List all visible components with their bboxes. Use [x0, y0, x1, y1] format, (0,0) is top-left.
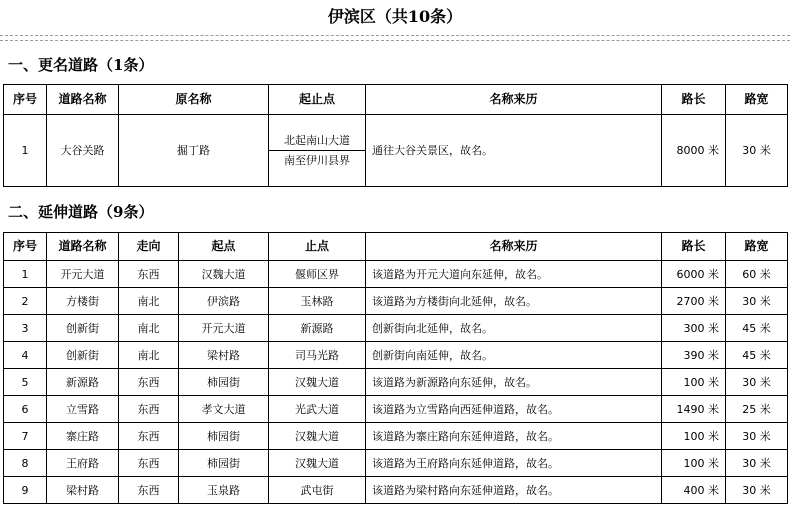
road-name: 王府路 [47, 450, 119, 477]
start-point: 北起南山大道 [284, 134, 350, 147]
row-number: 3 [4, 315, 47, 342]
road-direction: 南北 [119, 342, 179, 369]
road-length: 390 米 [662, 342, 726, 369]
end-point: 汉魏大道 [269, 369, 366, 396]
row-number: 6 [4, 396, 47, 423]
start-point: 伊滨路 [179, 288, 269, 315]
col-header: 原名称 [119, 85, 269, 115]
section-heading-renamed: 一、更名道路（1条） [8, 56, 154, 74]
col-header: 路宽 [726, 233, 788, 261]
road-length: 300 米 [662, 315, 726, 342]
end-point: 司马光路 [269, 342, 366, 369]
end-point: 汉魏大道 [269, 423, 366, 450]
table-row [4, 450, 788, 477]
extended-roads-table [3, 232, 788, 504]
col-header: 起止点 [269, 85, 366, 115]
road-width: 30 米 [726, 115, 788, 187]
road-width: 30 米 [726, 477, 788, 504]
road-width: 25 米 [726, 396, 788, 423]
road-name: 方楼街 [47, 288, 119, 315]
name-origin: 该道路为梁村路向东延伸道路，故名。 [366, 477, 662, 504]
start-point: 玉泉路 [179, 477, 269, 504]
road-direction: 南北 [119, 288, 179, 315]
col-header: 路长 [662, 233, 726, 261]
table-row [4, 477, 788, 504]
road-direction: 东西 [119, 396, 179, 423]
section-heading-extended: 二、延伸道路（9条） [8, 203, 154, 221]
col-header: 路长 [662, 85, 726, 115]
road-name: 开元大道 [47, 261, 119, 288]
col-header: 名称来历 [366, 85, 662, 115]
name-origin: 该道路为方楼街向北延伸，故名。 [366, 288, 662, 315]
table-row [4, 288, 788, 315]
road-name: 梁村路 [47, 477, 119, 504]
col-header: 路宽 [726, 85, 788, 115]
end-point: 玉林路 [269, 288, 366, 315]
road-width: 60 米 [726, 261, 788, 288]
road-name: 创新街 [47, 315, 119, 342]
road-name: 立雪路 [47, 396, 119, 423]
start-point: 孝文大道 [179, 396, 269, 423]
road-direction: 东西 [119, 450, 179, 477]
name-origin: 该道路为立雪路向西延伸道路，故名。 [366, 396, 662, 423]
row-number: 7 [4, 423, 47, 450]
road-name: 大谷关路 [47, 115, 119, 187]
road-length: 100 米 [662, 423, 726, 450]
col-header: 止点 [269, 233, 366, 261]
row-number: 2 [4, 288, 47, 315]
row-number: 9 [4, 477, 47, 504]
page-title: 伊滨区（共10条） [327, 7, 463, 26]
table-row [4, 315, 788, 342]
table-row [4, 115, 788, 187]
col-header: 序号 [4, 85, 47, 115]
end-point: 偃师区界 [269, 261, 366, 288]
table-row [4, 396, 788, 423]
row-number: 8 [4, 450, 47, 477]
row-number: 5 [4, 369, 47, 396]
road-direction: 东西 [119, 369, 179, 396]
divider [0, 35, 790, 36]
col-header: 起点 [179, 233, 269, 261]
road-length: 100 米 [662, 450, 726, 477]
start-point: 柿园街 [179, 369, 269, 396]
row-number: 1 [4, 115, 47, 187]
road-width: 30 米 [726, 423, 788, 450]
road-direction: 南北 [119, 315, 179, 342]
row-number: 1 [4, 261, 47, 288]
road-length: 8000 米 [662, 115, 726, 187]
col-header: 走向 [119, 233, 179, 261]
road-width: 30 米 [726, 369, 788, 396]
end-point: 新源路 [269, 315, 366, 342]
col-header: 道路名称 [47, 85, 119, 115]
road-width: 45 米 [726, 315, 788, 342]
table-row [4, 261, 788, 288]
old-name: 掘丁路 [119, 115, 269, 187]
name-origin: 通往大谷关景区，故名。 [366, 115, 662, 187]
road-width: 30 米 [726, 288, 788, 315]
road-length: 1490 米 [662, 396, 726, 423]
renamed-roads-table [3, 84, 788, 187]
end-point: 汉魏大道 [269, 450, 366, 477]
col-header: 名称来历 [366, 233, 662, 261]
table-row [4, 342, 788, 369]
road-name: 寨庄路 [47, 423, 119, 450]
road-direction: 东西 [119, 261, 179, 288]
table-row [4, 369, 788, 396]
start-point: 柿园街 [179, 423, 269, 450]
road-width: 45 米 [726, 342, 788, 369]
table-header-row [4, 85, 788, 115]
road-length: 400 米 [662, 477, 726, 504]
row-number: 4 [4, 342, 47, 369]
table-header-row [4, 233, 788, 261]
col-header: 道路名称 [47, 233, 119, 261]
road-direction: 东西 [119, 423, 179, 450]
end-point: 武屯街 [269, 477, 366, 504]
end-point: 光武大道 [269, 396, 366, 423]
name-origin: 该道路为新源路向东延伸，故名。 [366, 369, 662, 396]
name-origin: 该道路为开元大道向东延伸，故名。 [366, 261, 662, 288]
name-origin: 创新街向北延伸，故名。 [366, 315, 662, 342]
road-width: 30 米 [726, 450, 788, 477]
name-origin: 该道路为寨庄路向东延伸道路，故名。 [366, 423, 662, 450]
road-direction: 东西 [119, 477, 179, 504]
road-length: 2700 米 [662, 288, 726, 315]
road-length: 100 米 [662, 369, 726, 396]
road-length: 6000 米 [662, 261, 726, 288]
divider [0, 40, 790, 41]
name-origin: 该道路为王府路向东延伸道路，故名。 [366, 450, 662, 477]
start-point: 梁村路 [179, 342, 269, 369]
table-row [4, 423, 788, 450]
start-point: 开元大道 [179, 315, 269, 342]
col-header: 序号 [4, 233, 47, 261]
name-origin: 创新街向南延伸，故名。 [366, 342, 662, 369]
road-name: 创新街 [47, 342, 119, 369]
road-name: 新源路 [47, 369, 119, 396]
start-point: 汉魏大道 [179, 261, 269, 288]
start-point: 柿园街 [179, 450, 269, 477]
start-end-cell [269, 115, 366, 187]
end-point: 南至伊川县界 [269, 150, 365, 170]
